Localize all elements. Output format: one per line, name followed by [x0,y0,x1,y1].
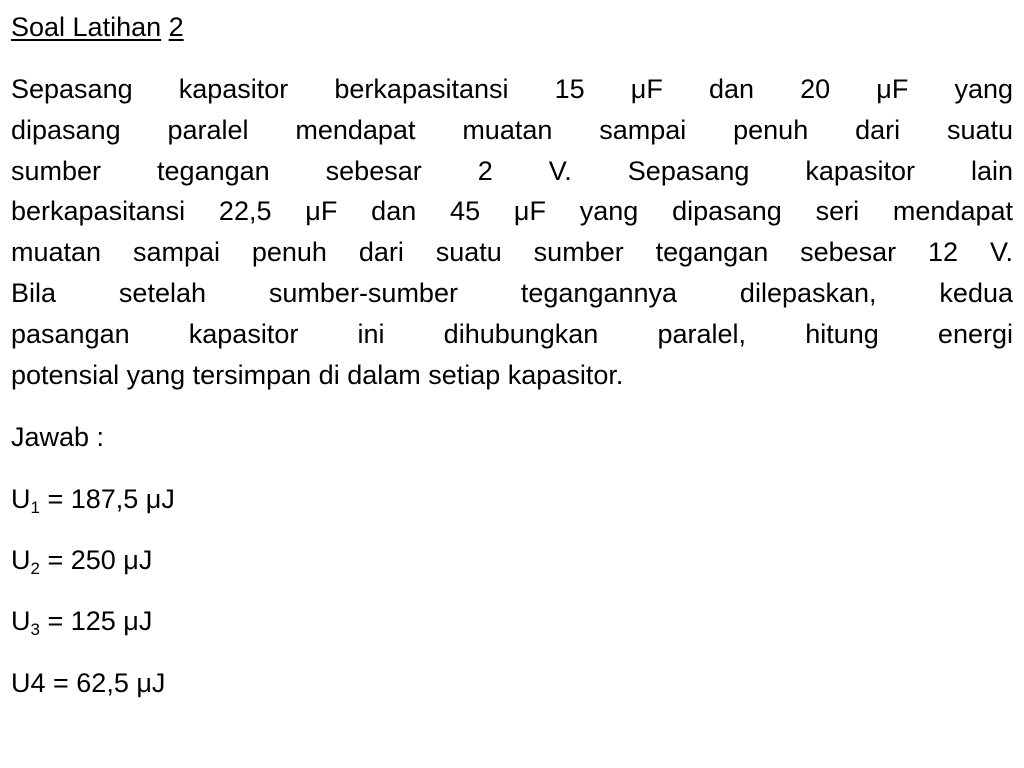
answer-symbol: U [11,606,31,636]
answer-subscript: 3 [30,620,40,639]
answer-value: = 125 μJ [39,606,153,636]
slide-title-number: 2 [168,12,184,42]
slide-title [11,10,184,44]
problem-line: Sepasang kapasitor berkapasitansi 15 μF dan 20 μF yang [11,74,1013,104]
answer-symbol: U [11,545,31,575]
problem-statement [11,69,1013,395]
answer-u2 [11,543,152,577]
answer-symbol: U [11,484,31,514]
answer-subscript: 2 [30,559,40,578]
answer-value: = 250 μJ [39,545,153,575]
answer-u4 [11,666,165,700]
problem-line: Bila setelah sumber-sumber tegangannya dilepaskan, kedua [11,277,1013,308]
answer-subscript: 1 [30,498,40,517]
answer-text: U4 = 62,5 μJ [11,668,166,698]
answer-u1 [11,482,175,516]
problem-line: dipasang paralel mendapat muatan sampai penuh dari suatu [11,114,1013,145]
answer-value: = 187,5 μJ [39,484,175,514]
slide-title-text: Soal Latihan [11,12,162,42]
problem-line: potensial yang tersimpan di dalam setiap kapasitor. [11,359,624,390]
problem-line: muatan sampai penuh dari suatu sumber tegangan sebesar 12 V. [11,237,1013,268]
problem-line: berkapasitansi 22,5 μF dan 45 μF yang dipasang seri mendapat [11,196,1013,227]
problem-line: sumber tegangan sebesar 2 V. Sepasang kapasitor lain [11,155,1013,186]
problem-line: pasangan kapasitor ini dihubungkan paralel, hitung energi [11,318,1013,349]
answer-u3 [11,604,152,638]
answer-label: Jawab : [11,422,105,452]
